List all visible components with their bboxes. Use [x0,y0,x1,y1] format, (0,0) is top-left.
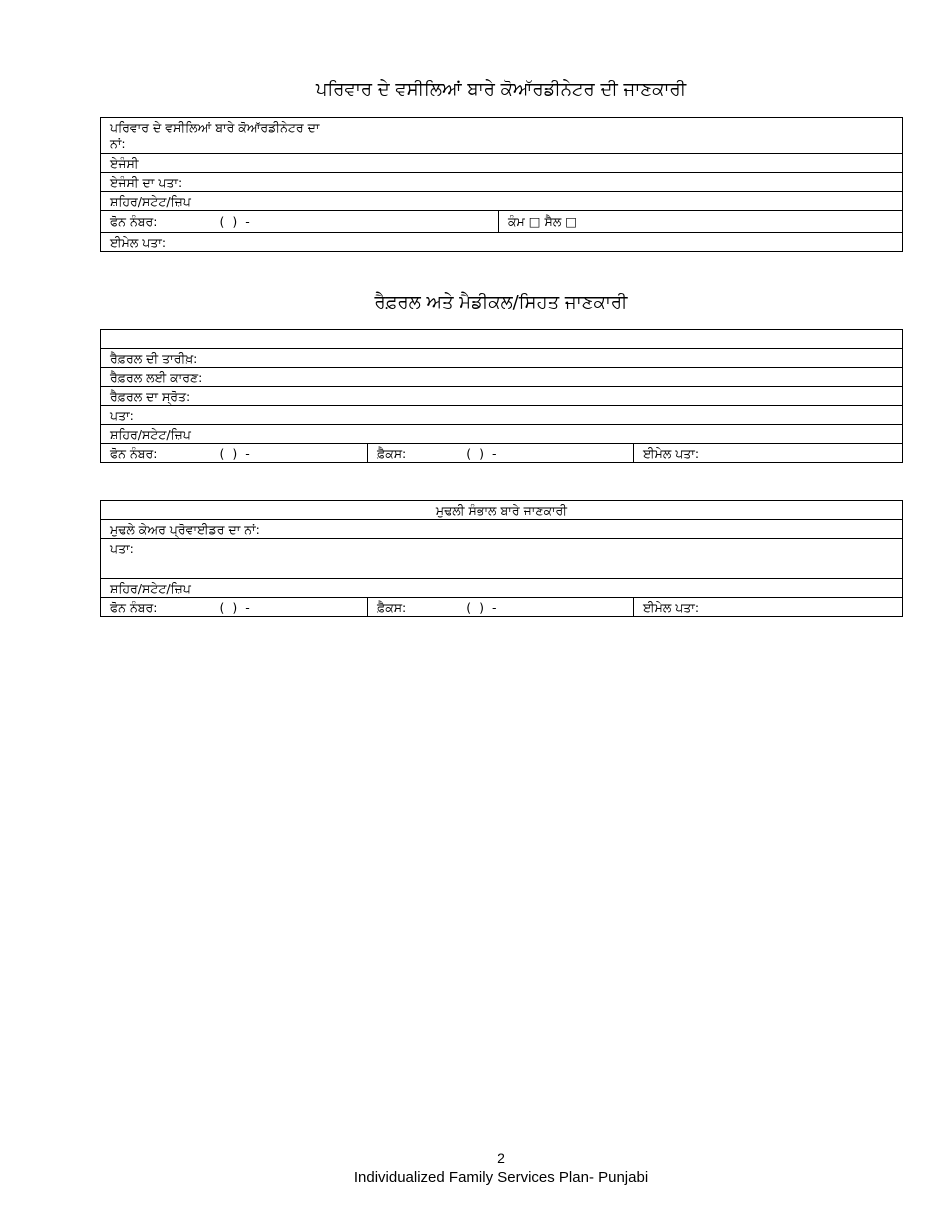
blank-row[interactable] [101,330,903,349]
coordinator-name-label-line2: ਨਾਂ: [110,135,126,151]
referral-source-label: ਰੈਫ਼ਰਲ ਦਾ ਸ੍ਰੋਤ: [110,388,191,404]
referral-fax-field[interactable] [368,444,634,463]
email-label: ਈਮੇਲ ਪਤਾ: [110,234,167,250]
referral-reason-label: ਰੈਫ਼ਰਲ ਲਈ ਕਾਰਣ: [110,369,203,385]
primary-care-table [100,500,903,617]
phone-label: ਫੋਨ ਨੰਬਰ: [110,214,158,229]
page-number: 2 [497,1150,505,1166]
referral-reason-field[interactable] [101,368,903,387]
primary-care-header: ਮੁਢਲੀ ਸੰਭਾਲ ਬਾਰੇ ਜਾਣਕਾਰੀ [101,501,903,520]
provider-fax-format: ( ) - [466,599,497,615]
provider-phone-field[interactable] [101,598,368,617]
agency-label: ਏਜੰਸੀ [110,155,139,171]
referral-address-field[interactable] [101,406,903,425]
referral-email-field[interactable] [634,444,903,463]
referral-phone-label: ਫੋਨ ਨੰਬਰ: [110,445,158,461]
provider-fax-label: ਫ਼ੈਕਸ: [377,599,407,615]
referral-fax-format: ( ) - [466,445,497,461]
referral-email-label: ਈਮੇਲ ਪਤਾ: [643,445,700,461]
agency-address-label: ਏਜੰਸੀ ਦਾ ਪਤਾ: [110,174,183,190]
provider-phone-format: ( ) - [219,599,250,615]
section1-title: ਪਰਿਵਾਰ ਦੇ ਵਸੀਲਿਆਂ ਬਾਰੇ ਕੋਆੱਰਡੀਨੇਟਰ ਦੀ ਜਾਣਕਾਰੀ [315,79,687,100]
referral-info-table [100,329,903,463]
provider-fax-field[interactable] [368,598,634,617]
provider-city-state-zip-field[interactable] [101,579,903,598]
phone-field[interactable] [101,211,499,233]
provider-city-state-zip-label: ਸ਼ਹਿਰ/ਸਟੇਟ/ਜ਼ਿਪ [110,580,191,596]
provider-address-label: ਪਤਾ: [110,541,134,556]
work-cell-label: ਕੰਮ □ ਸੈਲ □ [508,214,578,229]
referral-date-label: ਰੈਫ਼ਰਲ ਦੀ ਤਾਰੀਖ਼: [110,350,198,366]
document-title: Individualized Family Services Plan- Punjabi [353,1169,649,1186]
email-field[interactable] [101,233,903,252]
section2-title: ਰੈਫ਼ਰਲ ਅਤੇ ਮੈਡੀਕਲ/ਸਿਹਤ ਜਾਣਕਾਰੀ [374,292,628,313]
coordinator-name-label-line1: ਪਰਿਵਾਰ ਦੇ ਵਸੀਲਿਆਂ ਬਾਰੇ ਕੋਆੱਰਡੀਨੇਟਰ ਦਾ [110,119,320,135]
city-state-zip-field[interactable] [101,192,903,211]
referral-city-state-zip-label: ਸ਼ਹਿਰ/ਸਟੇਟ/ਜ਼ਿਪ [110,426,191,442]
agency-field[interactable] [101,154,903,173]
provider-email-field[interactable] [634,598,903,617]
referral-date-field[interactable] [101,349,903,368]
referral-phone-field[interactable] [101,444,368,463]
coordinator-info-table [100,117,903,252]
city-state-zip-label: ਸ਼ਹਿਰ/ਸਟੇਟ/ਜ਼ਿਪ [110,193,191,209]
referral-fax-label: ਫ਼ੈਕਸ: [377,445,407,461]
agency-address-field[interactable] [101,173,903,192]
work-cell-checkboxes[interactable] [499,211,903,233]
provider-name-label: ਮੁਢਲੇ ਕੇਅਰ ਪ੍ਰੋਵਾਈਡਰ ਦਾ ਨਾਂ: [110,521,260,537]
referral-address-label: ਪਤਾ: [110,407,134,423]
provider-address-field[interactable] [101,539,903,579]
coordinator-name-field[interactable] [101,118,903,154]
referral-source-field[interactable] [101,387,903,406]
referral-city-state-zip-field[interactable] [101,425,903,444]
phone-format: ( ) - [219,214,250,229]
provider-name-field[interactable] [101,520,903,539]
provider-email-label: ਈਮੇਲ ਪਤਾ: [643,599,700,615]
provider-phone-label: ਫੋਨ ਨੰਬਰ: [110,599,158,615]
referral-phone-format: ( ) - [219,445,250,461]
